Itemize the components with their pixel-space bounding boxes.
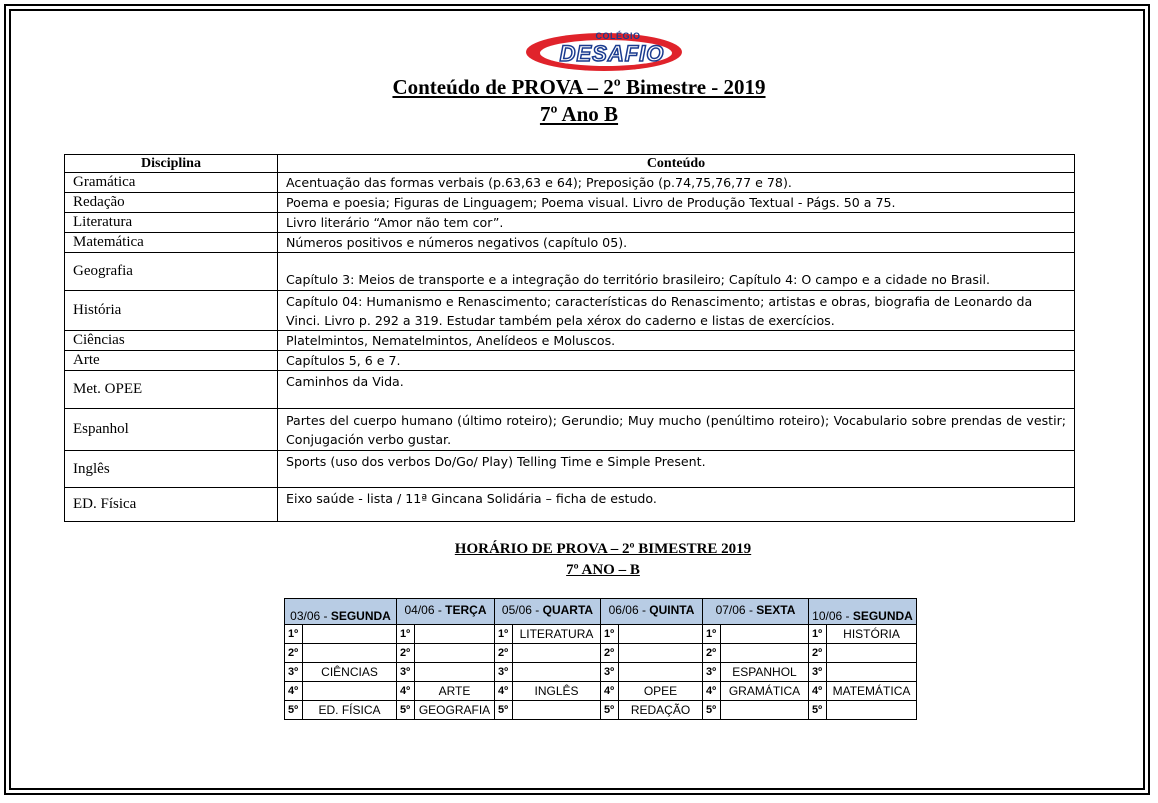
conteudo-cell: Livro literário “Amor não tem cor”. xyxy=(278,213,1075,233)
table-row xyxy=(65,409,1075,451)
conteudo-cell: Números positivos e números negativos (capítulo 05). xyxy=(278,233,1075,253)
day-header: 10/06 - SEGUNDA xyxy=(809,599,917,625)
schedule-cell xyxy=(513,663,601,682)
col-header-conteudo: Conteúdo xyxy=(278,155,1075,173)
conteudo-cell: Capítulo 3: Meios de transporte e a integração do território brasileiro; Capítulo 4: O campo e a cidade no Brasil. xyxy=(278,253,1075,291)
schedule-cell xyxy=(721,625,809,644)
period-label: 3º xyxy=(495,663,513,682)
schedule-row xyxy=(285,625,917,644)
period-label: 4º xyxy=(601,682,619,701)
disciplina-cell: História xyxy=(65,291,278,331)
day-header: 06/06 - QUINTA xyxy=(601,599,703,625)
disciplina-cell: ED. Física xyxy=(65,488,278,522)
table-row xyxy=(65,351,1075,371)
schedule-cell: ED. FÍSICA xyxy=(303,701,397,720)
schedule-cell: REDAÇÃO xyxy=(619,701,703,720)
schedule-cell xyxy=(513,644,601,663)
schedule-cell xyxy=(721,701,809,720)
schedule-cell xyxy=(415,663,495,682)
period-label: 2º xyxy=(397,644,415,663)
schedule-cell xyxy=(721,644,809,663)
period-label: 5º xyxy=(809,701,827,720)
conteudo-cell: Capítulo 04: Humanismo e Renascimento; características do Renascimento; artistas e obras, biografia de Leonardo da Vinci. Livro p. 292 a 319. Estudar também pela xérox do caderno e listas de exercícios. xyxy=(278,291,1075,331)
schedule-class: 7º ANO – B xyxy=(566,562,640,578)
disciplina-cell: Geografia xyxy=(65,253,278,291)
conteudo-cell: Poema e poesia; Figuras de Linguagem; Poema visual. Livro de Produção Textual - Págs. 50 a 75. xyxy=(278,193,1075,213)
period-label: 1º xyxy=(285,625,303,644)
table-row xyxy=(65,451,1075,488)
table-row xyxy=(65,213,1075,233)
school-logo xyxy=(522,26,686,74)
table-row xyxy=(65,331,1075,351)
schedule-cell: ARTE xyxy=(415,682,495,701)
disciplina-cell: Met. OPEE xyxy=(65,371,278,409)
schedule-cell xyxy=(303,682,397,701)
period-label: 1º xyxy=(601,625,619,644)
period-label: 3º xyxy=(703,663,721,682)
schedule-title: HORÁRIO DE PROVA – 2º BIMESTRE 2019 xyxy=(454,541,752,557)
schedule-cell: OPEE xyxy=(619,682,703,701)
table-row xyxy=(65,488,1075,522)
period-label: 3º xyxy=(285,663,303,682)
disciplina-cell: Gramática xyxy=(65,173,278,193)
disciplina-cell: Inglês xyxy=(65,451,278,488)
period-label: 1º xyxy=(703,625,721,644)
period-label: 5º xyxy=(397,701,415,720)
table-row xyxy=(65,233,1075,253)
schedule-cell: ESPANHOL xyxy=(721,663,809,682)
schedule-row xyxy=(285,644,917,663)
disciplina-cell: Ciências xyxy=(65,331,278,351)
schedule-cell xyxy=(619,625,703,644)
schedule-row xyxy=(285,701,917,720)
day-header: 04/06 - TERÇA xyxy=(397,599,495,625)
day-header: 03/06 - SEGUNDA xyxy=(285,599,397,625)
schedule-cell xyxy=(415,644,495,663)
schedule-cell: INGLÊS xyxy=(513,682,601,701)
exam-schedule-table xyxy=(284,598,917,720)
day-header: 05/06 - QUARTA xyxy=(495,599,601,625)
conteudo-cell: Caminhos da Vida. xyxy=(278,371,1075,409)
schedule-cell: GRAMÁTICA xyxy=(721,682,809,701)
period-label: 1º xyxy=(495,625,513,644)
schedule-cell xyxy=(619,663,703,682)
schedule-header-row xyxy=(285,599,917,625)
schedule-cell xyxy=(303,644,397,663)
period-label: 1º xyxy=(397,625,415,644)
schedule-cell xyxy=(415,625,495,644)
disciplina-cell: Literatura xyxy=(65,213,278,233)
period-label: 4º xyxy=(809,682,827,701)
period-label: 4º xyxy=(703,682,721,701)
schedule-cell xyxy=(827,644,917,663)
page-title: Conteúdo de PROVA – 2º Bimestre - 2019 xyxy=(392,75,766,99)
period-label: 4º xyxy=(285,682,303,701)
conteudo-cell: Platelmintos, Nematelmintos, Anelídeos e Moluscos. xyxy=(278,331,1075,351)
schedule-cell xyxy=(619,644,703,663)
schedule-cell: MATEMÁTICA xyxy=(827,682,917,701)
schedule-cell xyxy=(827,663,917,682)
schedule-row xyxy=(285,682,917,701)
table-row xyxy=(65,193,1075,213)
table-row xyxy=(65,291,1075,331)
period-label: 1º xyxy=(809,625,827,644)
period-label: 5º xyxy=(601,701,619,720)
disciplina-cell: Espanhol xyxy=(65,409,278,451)
table-row xyxy=(65,253,1075,291)
period-label: 2º xyxy=(495,644,513,663)
class-title: 7º Ano B xyxy=(539,102,619,126)
period-label: 5º xyxy=(495,701,513,720)
period-label: 3º xyxy=(809,663,827,682)
period-label: 4º xyxy=(495,682,513,701)
col-header-disciplina: Disciplina xyxy=(65,155,278,173)
schedule-cell: CIÊNCIAS xyxy=(303,663,397,682)
disciplina-cell: Arte xyxy=(65,351,278,371)
schedule-cell xyxy=(303,625,397,644)
period-label: 2º xyxy=(703,644,721,663)
logo-small-text: COLÉGIO xyxy=(595,31,641,41)
conteudo-cell: Capítulos 5, 6 e 7. xyxy=(278,351,1075,371)
period-label: 2º xyxy=(601,644,619,663)
conteudo-cell: Sports (uso dos verbos Do/Go/ Play) Telling Time e Simple Present. xyxy=(278,451,1075,488)
period-label: 2º xyxy=(809,644,827,663)
disciplina-cell: Matemática xyxy=(65,233,278,253)
period-label: 5º xyxy=(285,701,303,720)
table-row xyxy=(65,173,1075,193)
content-table-header xyxy=(65,155,1075,173)
disciplina-cell: Redação xyxy=(65,193,278,213)
schedule-row xyxy=(285,663,917,682)
table-row xyxy=(65,371,1075,409)
schedule-cell xyxy=(827,701,917,720)
period-label: 4º xyxy=(397,682,415,701)
content-table xyxy=(64,154,1075,522)
conteudo-cell: Eixo saúde - lista / 11ª Gincana Solidária – ficha de estudo. xyxy=(278,488,1075,522)
logo-main-text: DESAFIO xyxy=(559,41,665,66)
period-label: 2º xyxy=(285,644,303,663)
day-header: 07/06 - SEXTA xyxy=(703,599,809,625)
period-label: 3º xyxy=(601,663,619,682)
conteudo-cell: Partes del cuerpo humano (último roteiro); Gerundio; Muy mucho (penúltimo roteiro); Vocabulario sobre prendas de vestir; Conjugación verbo gustar. xyxy=(278,409,1075,451)
conteudo-cell: Acentuação das formas verbais (p.63,63 e 64); Preposição (p.74,75,76,77 e 78). xyxy=(278,173,1075,193)
schedule-cell xyxy=(513,701,601,720)
period-label: 3º xyxy=(397,663,415,682)
period-label: 5º xyxy=(703,701,721,720)
schedule-cell: LITERATURA xyxy=(513,625,601,644)
schedule-cell: HISTÓRIA xyxy=(827,625,917,644)
schedule-cell: GEOGRAFIA xyxy=(415,701,495,720)
